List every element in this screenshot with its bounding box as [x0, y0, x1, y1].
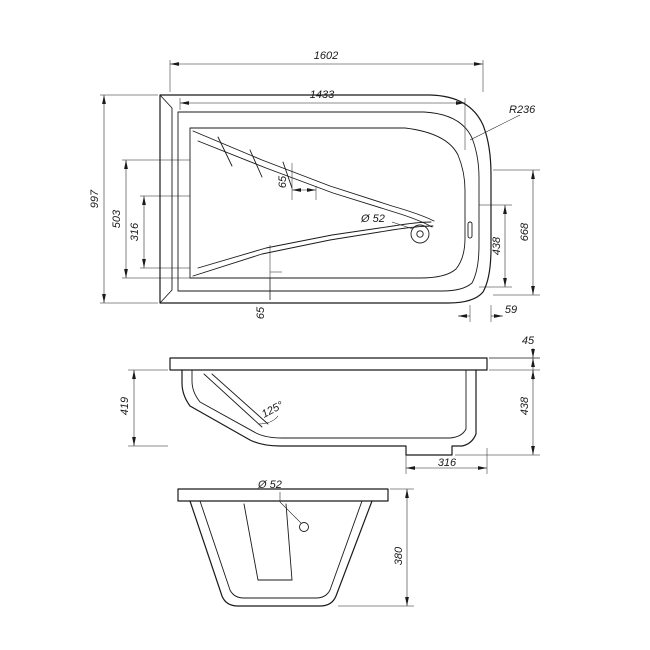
- dim-side-height-419: 419: [119, 396, 131, 416]
- top-view: [89, 50, 540, 322]
- dim-top-inner-length: 1433: [309, 89, 335, 101]
- dim-top-edge-65-upper: 65: [277, 175, 289, 189]
- dim-top-overall-length: 1602: [313, 50, 339, 62]
- dim-top-edge-65-lower: 65: [255, 306, 267, 320]
- dim-side-angle: 125°: [259, 399, 286, 421]
- dim-end-width-380: 380: [393, 546, 405, 566]
- side-view: [119, 335, 540, 474]
- dim-top-inner-width-316: 316: [129, 222, 141, 242]
- dim-end-drain-diameter: Ø 52: [258, 479, 282, 491]
- dim-side-height-438: 438: [519, 396, 531, 416]
- dim-top-offset-59: 59: [504, 304, 518, 316]
- dim-side-rim-45: 45: [521, 335, 535, 347]
- dim-top-right-668: 668: [519, 222, 531, 242]
- dim-top-overall-width: 997: [89, 189, 101, 209]
- end-view: [178, 479, 414, 606]
- dim-top-corner-radius: R236: [509, 104, 536, 116]
- dim-top-right-438: 438: [491, 236, 503, 256]
- dim-side-base-316: 316: [437, 457, 457, 469]
- dim-top-drain-diameter: Ø 52: [361, 213, 385, 225]
- dim-top-inner-width-503: 503: [111, 209, 123, 229]
